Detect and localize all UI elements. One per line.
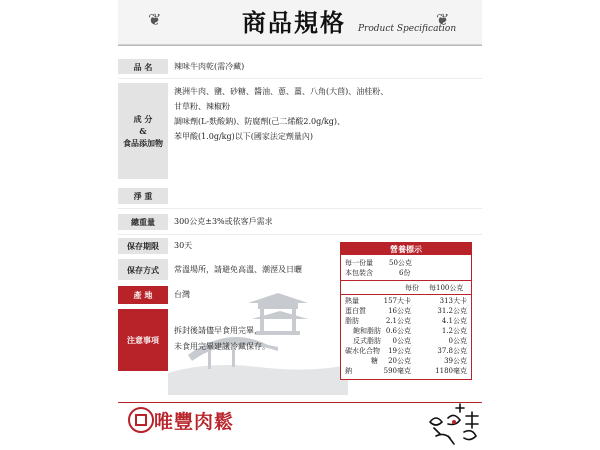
nutrition-title: 營養標示 [341, 243, 471, 255]
total-weight-value: 300公克±3%或依客戶需求 [174, 217, 273, 226]
serving-value: 50公克 [389, 259, 412, 267]
nutrient-per-100g: 313大卡 [439, 297, 467, 305]
column-header-row [341, 283, 471, 293]
pack-label: 本包裝含 [345, 269, 373, 277]
ingredients-line: 甘草粉、辣椒粉 [174, 102, 230, 111]
page-subtitle: Product Specification [358, 24, 457, 34]
nutrient-per-100g: 0公克 [448, 337, 467, 345]
nutrition-divider [341, 280, 471, 281]
nutrient-name: 脂肪 [345, 317, 359, 325]
nutrient-per-serving: 20公克 [388, 357, 411, 365]
nutrient-name: 糖 [371, 357, 378, 365]
name-value: 辣味牛肉乾(需冷藏) [174, 62, 245, 71]
ingredients-line: 澳洲牛肉、鹽、砂糖、醬油、蔥、薑、八角(大茴)、油桂粉、 [174, 87, 389, 96]
pack-row [341, 268, 471, 278]
nutrition-row [341, 336, 471, 346]
nutrient-per-serving: 16公克 [388, 307, 411, 315]
ornament-left-icon: ❦ [148, 10, 162, 29]
nutrition-row [341, 306, 471, 316]
serving-row [341, 258, 471, 268]
ingredients-label [118, 83, 168, 179]
title-banner [118, 0, 482, 45]
nutrition-row [341, 356, 471, 366]
nutrition-row [341, 366, 471, 376]
brand-name: 唯豐肉鬆 [154, 411, 235, 433]
name-label: 品 名 [118, 59, 168, 74]
handwritten-stamp-logo [424, 400, 486, 446]
brand-seal-icon [128, 407, 154, 433]
total-weight-label: 總重量 [118, 214, 168, 230]
row-divider [118, 78, 482, 79]
nutrient-name: 鈉 [345, 367, 352, 375]
nutrient-per-100g: 1.2公克 [441, 327, 467, 335]
nutrition-row [341, 326, 471, 336]
notes-line: 拆封後請儘早食用完畢， [174, 326, 262, 335]
origin-label: 產 地 [118, 286, 168, 304]
notes-value [174, 325, 270, 353]
row-divider [118, 234, 482, 235]
nutrient-per-100g: 4.1公克 [441, 317, 467, 325]
nutrient-per-serving: 590毫克 [383, 367, 411, 375]
storage-value: 常溫場所，請避免高溫、潮溼及日曬 [174, 265, 302, 274]
nutrient-per-serving: 19公克 [388, 347, 411, 355]
nutrient-name: 熱量 [345, 297, 359, 305]
nutrition-table [340, 242, 472, 380]
nutrient-per-serving: 2.1公克 [385, 317, 411, 325]
header-divider [118, 45, 482, 46]
pack-value: 6份 [399, 269, 411, 277]
ingredients-label-line: 食品添加物 [123, 138, 163, 148]
nutrition-row [341, 296, 471, 306]
nutrient-per-serving: 0.6公克 [385, 327, 411, 335]
origin-value: 台灣 [174, 290, 190, 299]
page-title: 商品規格 [242, 8, 346, 37]
col-100g-header: 每100公克 [429, 284, 464, 292]
ornament-right-icon: ❦ [436, 10, 450, 29]
ingredients-value [174, 86, 464, 143]
nutrient-per-serving: 157大卡 [383, 297, 411, 305]
nutrition-row [341, 316, 471, 326]
nutrient-per-100g: 37.8公克 [437, 347, 467, 355]
net-weight-label: 淨 重 [118, 188, 168, 204]
shelf-life-label: 保存期限 [118, 238, 168, 254]
nutrition-divider [341, 294, 471, 295]
nutrient-name: 反式脂肪 [353, 337, 381, 345]
ingredients-line: 調味劑(L-麩酸鈉)、防腐劑(己二烯酸2.0g/kg)、 [174, 117, 346, 126]
storage-label: 保存方式 [118, 259, 168, 280]
notes-label: 注意事項 [118, 309, 168, 371]
shelf-life-value: 30天 [174, 241, 193, 250]
nutrient-per-100g: 31.2公克 [437, 307, 467, 315]
row-divider [118, 208, 482, 209]
notes-line: 未食用完畢建議冷藏保存。 [174, 342, 270, 351]
nutrient-name: 飽和脂肪 [353, 327, 381, 335]
nutrient-per-serving: 0公克 [392, 337, 411, 345]
nutrient-name: 蛋白質 [345, 307, 366, 315]
nutrient-per-100g: 1180毫克 [435, 367, 467, 375]
nutrition-row [341, 346, 471, 356]
ingredients-label-line: & [139, 126, 147, 136]
col-serving-header: 每份 [405, 284, 419, 292]
serving-label: 每一份量 [345, 259, 373, 267]
nutrient-name: 碳水化合物 [345, 347, 380, 355]
ingredients-label-line: 成 分 [133, 114, 153, 124]
ingredients-line: 苯甲酸(1.0g/kg)以下(國家法定劑量內) [174, 132, 313, 141]
nutrient-per-100g: 39公克 [444, 357, 467, 365]
